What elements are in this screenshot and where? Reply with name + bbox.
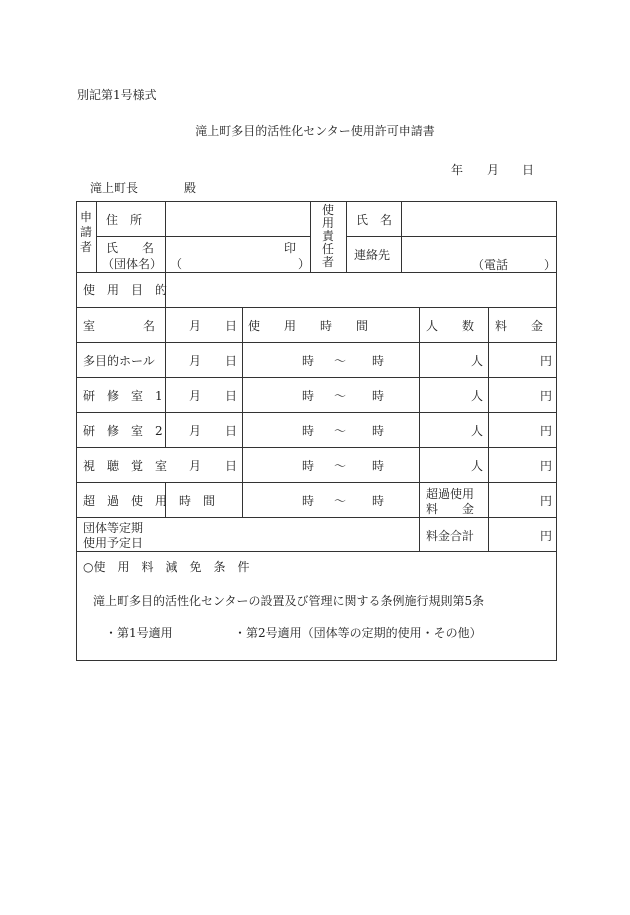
table-border-right — [556, 201, 557, 661]
overtime-label: 超 過 使 用 時 間 — [83, 494, 216, 508]
form-title: 滝上町多目的活性化センター使用許可申請書 — [195, 124, 435, 138]
room-name: 多目的ホール — [83, 354, 155, 368]
table-border-bottom — [76, 660, 557, 661]
date-day-label: 日 — [522, 163, 535, 177]
paren-open: （ — [170, 257, 183, 271]
row-divider — [76, 551, 557, 552]
seal-mark: 印 — [284, 241, 297, 255]
room-month: 月 — [189, 389, 202, 403]
room-time-tilde: ～ — [334, 389, 347, 403]
room-time-end: 時 — [372, 354, 385, 368]
col-divider — [401, 201, 402, 272]
row-divider — [76, 377, 557, 378]
row-divider — [76, 307, 557, 308]
row-divider — [76, 412, 557, 413]
room-month: 月 — [189, 354, 202, 368]
room-time-tilde: ～ — [334, 424, 347, 438]
room-time-start: 時 — [302, 354, 315, 368]
room-month: 月 — [189, 424, 202, 438]
date-month-label: 月 — [487, 163, 500, 177]
reduction-option-2: ・第2号適用（団体等の定期的使用・その他） — [234, 626, 482, 640]
room-name: 研 修 室 1 — [83, 389, 163, 403]
row-divider — [76, 517, 557, 518]
room-people-unit: 人 — [471, 389, 484, 403]
room-time-end: 時 — [372, 424, 385, 438]
reduction-rule: 滝上町多目的活性化センターの設置及び管理に関する条例施行規則第5条 — [93, 594, 485, 608]
overtime-tilde: ～ — [334, 494, 347, 508]
applicant-name-label: 氏 名 — [106, 241, 155, 255]
col-header-month: 月 — [189, 319, 202, 333]
col-divider — [488, 307, 489, 551]
room-day: 日 — [225, 354, 238, 368]
room-people-unit: 人 — [471, 354, 484, 368]
total-fee-unit: 円 — [540, 529, 553, 543]
col-divider — [165, 307, 166, 447]
room-time-tilde: ～ — [334, 459, 347, 473]
room-fee-unit: 円 — [540, 424, 553, 438]
overtime-fee-label: 超過使用 — [426, 487, 475, 501]
purpose-label: 使 用 目 的 — [83, 283, 168, 297]
room-fee-unit: 円 — [540, 389, 553, 403]
overtime-fee-unit: 円 — [540, 494, 553, 508]
paren-close: ） — [298, 257, 311, 271]
room-time-start: 時 — [302, 424, 315, 438]
col-header-fee: 料 金 — [495, 319, 544, 333]
col-header-room: 室 名 — [83, 319, 156, 333]
applicant-section-label: 申 請 者 — [79, 210, 92, 254]
row-divider — [76, 482, 557, 483]
room-day: 日 — [225, 424, 238, 438]
table-border-left — [76, 201, 77, 661]
room-people-unit: 人 — [471, 459, 484, 473]
addressee: 滝上町長 — [90, 181, 139, 195]
col-header-day: 日 — [225, 319, 238, 333]
room-name: 研 修 室 2 — [83, 424, 163, 438]
date-year-label: 年 — [451, 163, 464, 177]
total-fee-label: 料金合計 — [426, 529, 475, 543]
responsible-section-label: 使 用 責 任 者 — [321, 203, 334, 269]
col-header-usage-time: 使 用 時 間 — [248, 319, 369, 333]
responsible-name-label: 氏 名 — [356, 213, 393, 227]
overtime-time-start: 時 — [302, 494, 315, 508]
room-day: 日 — [225, 459, 238, 473]
row-divider — [76, 447, 557, 448]
col-divider — [419, 307, 420, 551]
room-month: 月 — [189, 459, 202, 473]
room-time-tilde: ～ — [334, 354, 347, 368]
room-fee-unit: 円 — [540, 459, 553, 473]
phone-label: （電話 ） — [472, 258, 557, 272]
row-divider-responsible — [346, 236, 557, 237]
row-divider-applicant — [96, 236, 310, 237]
room-time-start: 時 — [302, 459, 315, 473]
col-divider — [346, 201, 347, 272]
address-label: 住 所 — [106, 213, 143, 227]
room-time-start: 時 — [302, 389, 315, 403]
col-header-people: 人 数 — [426, 319, 475, 333]
honorific: 殿 — [184, 181, 197, 195]
application-form-table — [76, 201, 557, 661]
overtime-fee-label-2: 料 金 — [426, 502, 475, 516]
reduction-option-1: ・第1号適用 — [105, 626, 173, 640]
room-time-end: 時 — [372, 389, 385, 403]
room-fee-unit: 円 — [540, 354, 553, 368]
room-name: 視 聴 覚 室 — [83, 459, 168, 473]
col-divider — [242, 307, 243, 517]
row-divider — [76, 342, 557, 343]
room-people-unit: 人 — [471, 424, 484, 438]
contact-label: 連絡先 — [354, 248, 391, 262]
col-divider — [96, 201, 97, 272]
col-divider — [310, 201, 311, 272]
reduction-heading: ○使 用 料 減 免 条 件 — [83, 560, 250, 574]
applicant-group-label: （団体名） — [102, 257, 163, 271]
group-schedule-label: 団体等定期 — [83, 521, 144, 535]
room-day: 日 — [225, 389, 238, 403]
room-time-end: 時 — [372, 459, 385, 473]
overtime-time-end: 時 — [372, 494, 385, 508]
table-border-top — [76, 201, 557, 202]
form-number: 別記第1号様式 — [77, 88, 157, 102]
group-schedule-label-2: 使用予定日 — [83, 536, 144, 550]
